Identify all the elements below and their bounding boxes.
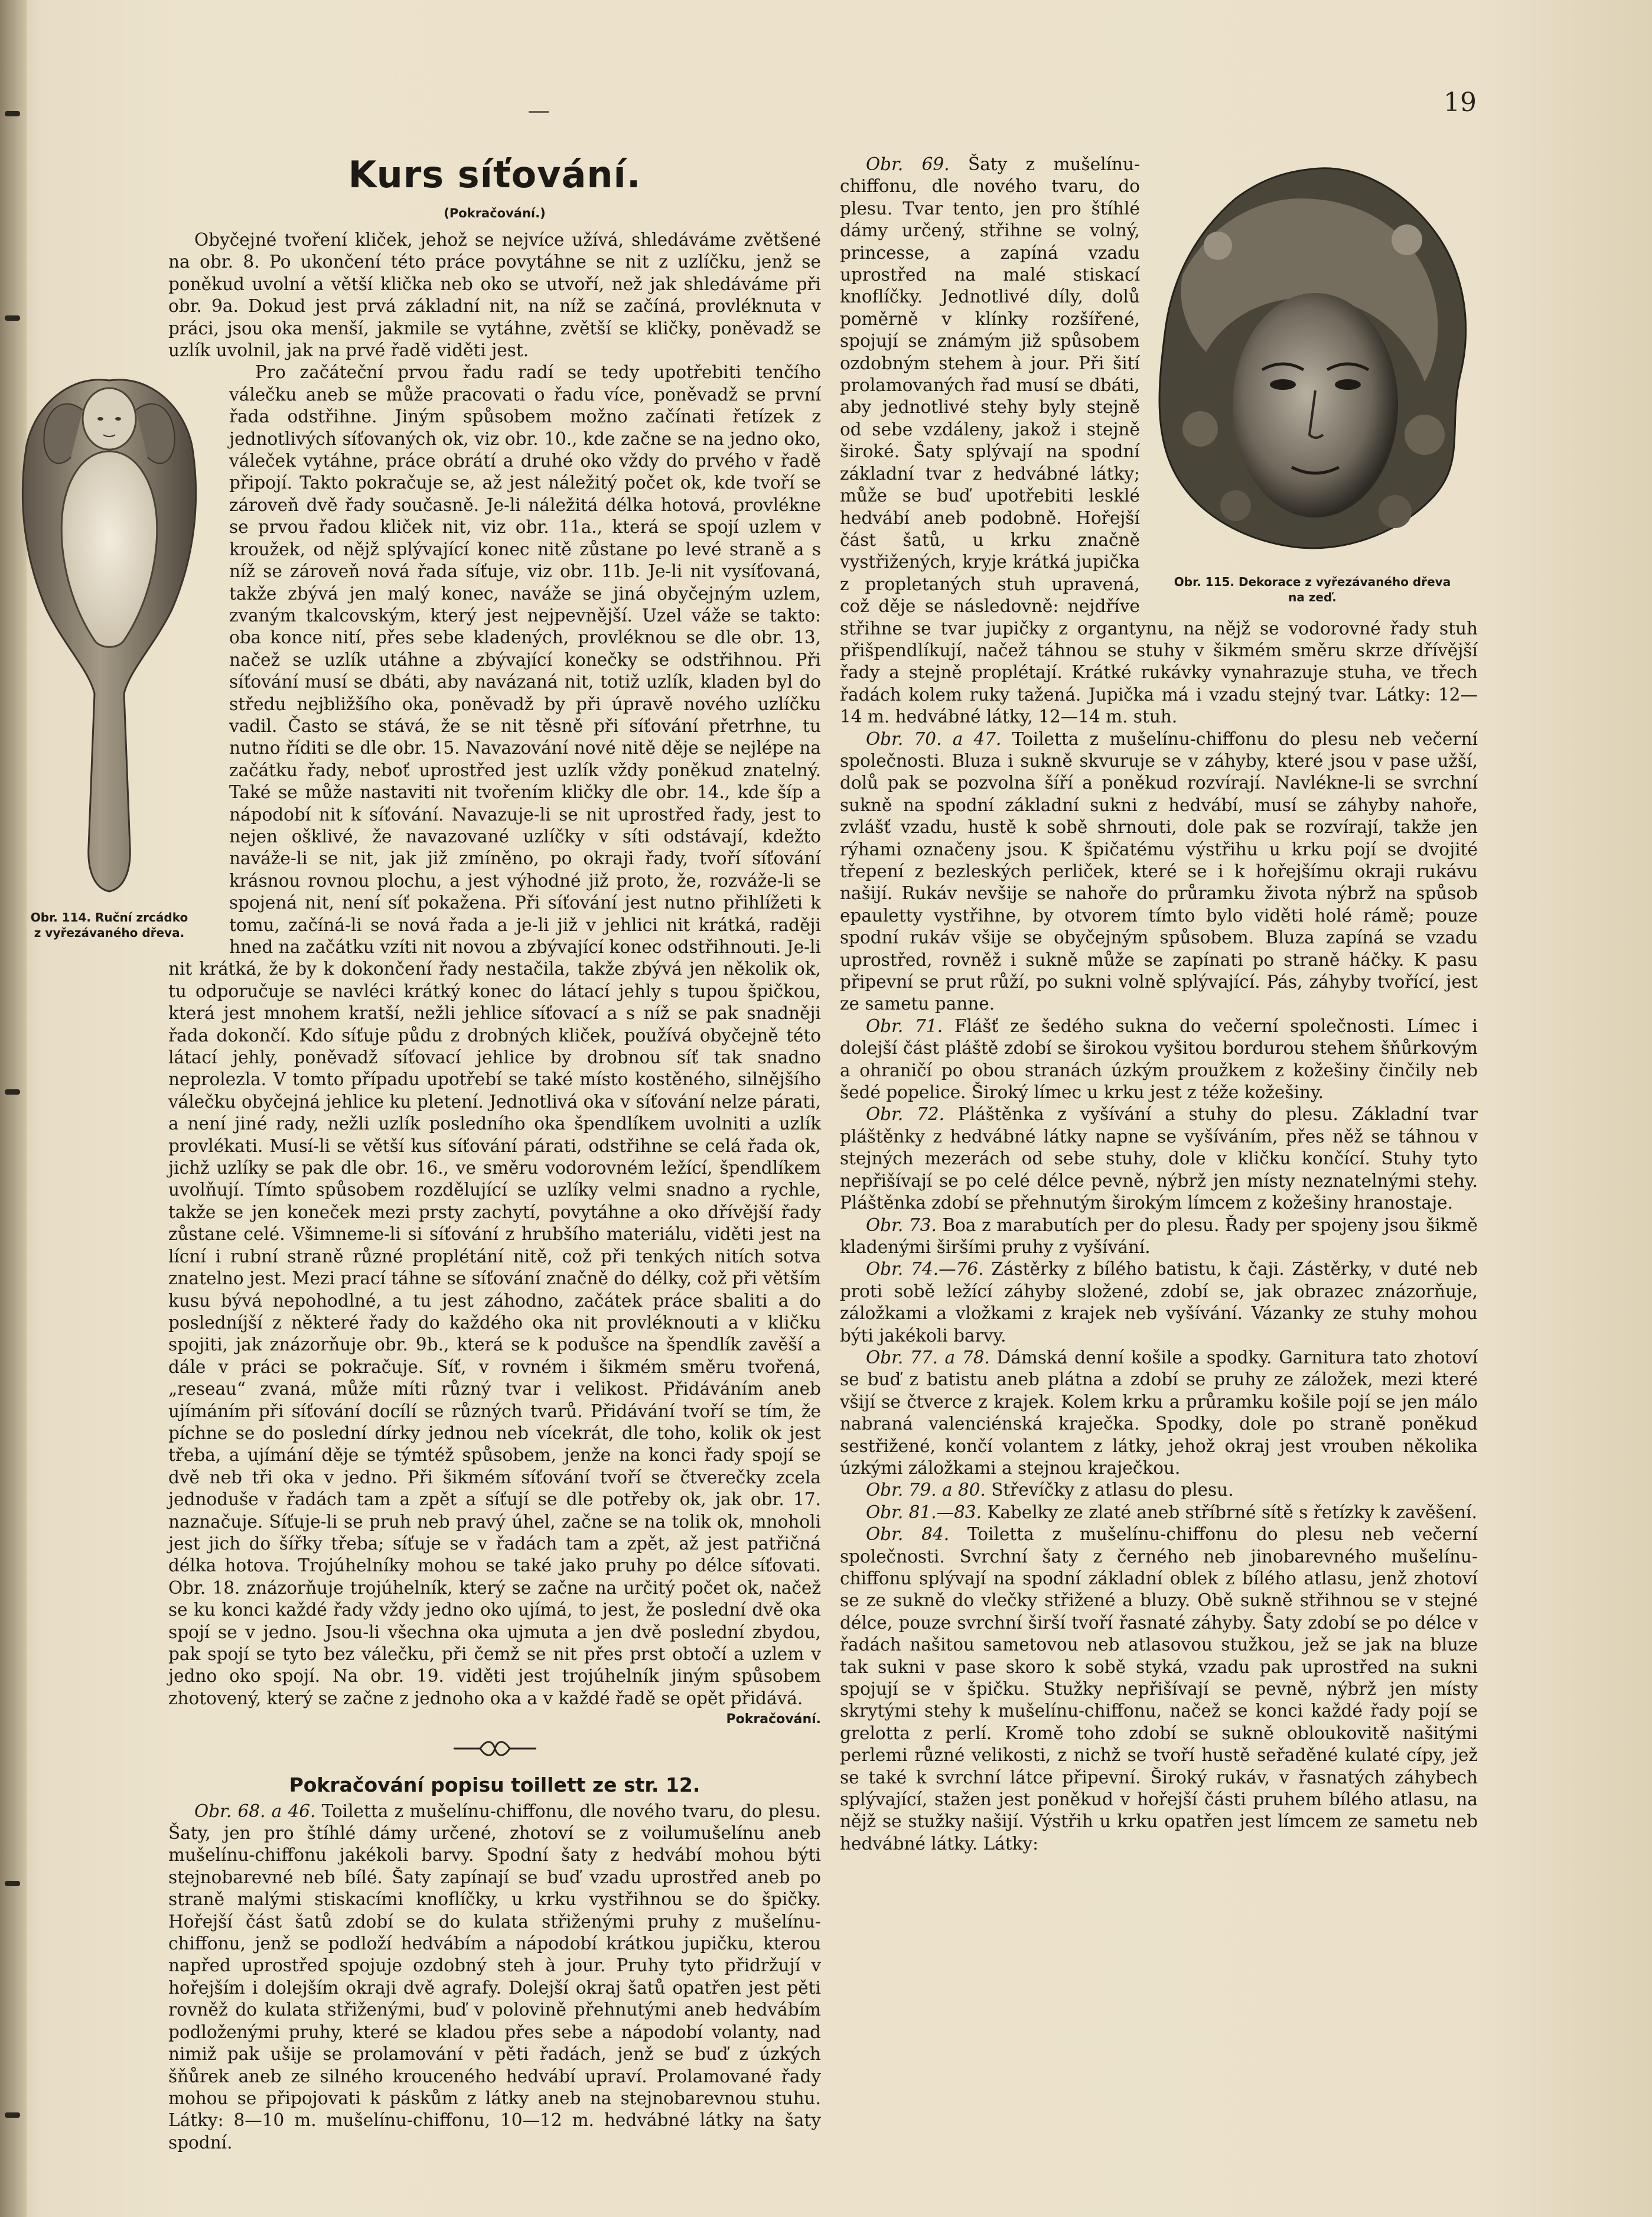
figure-reference: Obr. 73. <box>866 1215 937 1235</box>
article-paragraph: Obr. 79. a 80. Střevíčky z atlasu do plesu. <box>866 1480 1234 1500</box>
article-paragraph: Obr. 84. Toiletta z mušelínu-chiffonu do plesu neb večerní společnosti. Svrchní šaty z černého neb jinobarevného mušelínu-chiffonu splývají na spodní základní oblek z bílého atlasu, jenž zhotoví se ze sukně do vlečky střižené a bluzy. Obě sukně střihnou se v stejné délce, pouze svrchní širší tvoří řasnaté záhyby. Šaty zdobí se po délce v řadách našitou sametovou neb atlasovou stužkou, jež se jak na bluze tak sukni v pase skoro k sobě styká, vzadu pak uprostřed na sukni spojují se v špičku. Stužky nepřišívají se pevně, nýbrž jen místy skrytými stehy k mušelínu-chiffonu, načež se konci každé řady pojí se grelotta z perlí. Kromě toho zdobí se sukně obloukovitě našitými perlemi různé velikosti, z nichž se tvoří hustě seřaděné kulaté cípy, jež se také k svrchní látce připevní. Široký rukáv, v řasnatých záhybech splývající, stažen jest poněkud v hořejší části pruhem bílého atlasu, na nějž se stužky našijí. Výstřih u krku opatřen jest límcem ze sametu neb hedvábné látky. Látky: <box>840 1524 1478 1854</box>
figure-114 <box>0 363 219 953</box>
figure-reference: Obr. 71. <box>866 1015 943 1036</box>
continued-note: Pokračování. <box>726 1712 821 1727</box>
page-number: 19 <box>1444 87 1477 118</box>
figure-reference: Obr. 68. a 46. <box>194 1801 316 1821</box>
left-column <box>30 153 821 2154</box>
article-paragraph: Obr. 77. a 78. Dámská denní košile a spodky. Garnitura tato zhotoví se buď z batistu aneb plátna a zdobí se pruhy ze záložek, mezi které všijí se čtverce z krajek. Kolem krku a průramku košile pojí se jen málo nabraná valenciénská kraječka. Spodky, dole po straně poněkud sestřižené, končí volantem z látky, jehož okraj jest vrouben několika úzkými záložkami a stejnou kraječkou. <box>840 1347 1478 1478</box>
article-paragraph: Obr. 74.—76. Zástěrky z bílého batistu, k čaji. Zástěrky, v duté neb proti sobě ležící záhyby složené, zdobí se, jak obrazec znázorňuje, záložkami a vložkami z krajek neb vyšívání. Vázanky ze stuhy mohou býti jakékoli barvy. <box>840 1259 1478 1346</box>
ornament-divider-icon <box>454 1737 536 1760</box>
article-paragraph: Obr. 73. Boa z marabutích per do plesu. Řady per spojeny jsou šikmě kladenými širšími pruhy z vyšívání. <box>840 1215 1478 1257</box>
article-paragraph: Obr. 69. Šaty z mušelínu-chiffonu, dle nového tvaru, do plesu. Tvar tento, jen pro štíhlé dámy určený, střihne se volný, princesse, a zapíná vzadu uprostřed na malé stiskací knoflíčky. Jednotlivé díly, dolů poměrně v klínky rozšířené, spojují se známým již spůsobem ozdobným stehem à jour. Při šití prolamovaných řad musí se dbáti, aby jednotlivé stehy byly stejně od sebe vzdáleny, jakož i stejně široké. Šaty splývají na spodní základní tvar z hedvábné látky; může se buď upotřebiti lesklé hedvábí aneb podobně. Hořejší část šatů, u krku značně vystřižených, kryje krátká jupička z propletaných stuh upravená, což děje se následovně: nejdříve střihne se tvar jupičky z organtynu, na nějž se vodorovné řady stuh přišpendlíkují, načež táhnou se stuhy v šikmém směru skrze dřívější řady a stejně proplétají. Krátké rukávky vynahrazuje stuha, ve třech řadách kolem ruky tažená. Jupička má i vzadu stejný tvar. Látky: 12—14 m. hedvábné látky, 12—14 m. stuh. <box>840 154 1478 727</box>
figure-reference: Obr. 70. a 47. <box>866 728 1002 749</box>
figure-reference: Obr. 81.—83. <box>866 1502 982 1522</box>
figure-reference: Obr. 72. <box>866 1104 945 1125</box>
edge-mark <box>5 1089 20 1095</box>
edge-mark <box>5 1881 20 1886</box>
hand-mirror-illustration <box>0 363 219 900</box>
article-paragraph: Obr. 72. Pláštěnka z vyšívání a stuhy do plesu. Základní tvar pláštěnky z hedvábné látky napne se vyšíváním, přes něž se táhnou v stejných mezerách od sebe stuhy, dole v kličku končící. Stuhy tyto nepřišívají se po celé délce pevně, nýbrž jen místy neznatelnými stehy. Pláštěnka zdobí se přehnutým širokým límcem z kožešiny hranostaje. <box>840 1104 1478 1213</box>
article-paragraph: Obr. 68. a 46. Toiletta z mušelínu-chiffonu, dle nového tvaru, do plesu. Šaty, jen pro štíhlé dámy určené, zhotoví se z voilumušelínu aneb mušelínu-chiffonu jakékoli barvy. Spodní šaty z hedvábí mohou býti stejnobarevné neb bílé. Šaty zapínají se buď vzadu uprostřed aneb po straně malými stiskacími knoflíčky, u krku vystřihnou se do špičky. Hořejší část šatů zdobí se do kulata střiženými pruhy z mušelínu-chiffonu, jenž se podloží hedvábím a nápodobí krátkou jupičku, kterou napřed uprostřed spojuje ozdobný steh à jour. Pruhy tyto přidržují v hořejším i dolejším okraji dvě agrafy. Dolejší okraj šatů opatřen jest pěti rovněž do kulata střiženými, buď v polovině přehnutými aneb hedvábím podloženými pruhy, které se kladou přes sebe a nápodobí volanty, nad nimiž pak ušije se prolamování v pěti řadách, jenž se buď z úzkých šňůrek aneb ze silného krouceného hedvábí upraví. Prolamované řady mohou se připojovati k páskům z látky aneb na stejnobarevnou stuhu. Látky: 8—10 m. mušelínu-chiffonu, 10—12 m. hedvábné látky na šaty spodní. <box>168 1801 821 2153</box>
section-heading: Pokračování popisu toillett ze str. 12. <box>289 1773 700 1796</box>
figure-reference: Obr. 74.—76. <box>866 1259 984 1280</box>
figure-reference: Obr. 77. a 78. <box>866 1347 990 1368</box>
edge-mark <box>5 2112 20 2118</box>
figure-reference: Obr. 69. <box>866 154 950 174</box>
edge-mark <box>5 111 20 116</box>
article-paragraph: Obr. 70. a 47. Toiletta z mušelínu-chiffonu do plesu neb večerní společnosti. Bluza i sukně skvuruje se v záhyby, které jsou v pase užší, dolů pak se pozvolna šíří a poněkud rozvírají. Navlékne-li se svrchní sukně na spodní základní sukni z hedvábí, musí se záhyby nahoře, zvlášť vzadu, hustě k sobě shrnouti, dole pak se rozvírají, takže jen rýhami označeny jsou. K špičatému výstřihu u krku pojí se dvojité třepení z bezleských perliček, které se i k hořejšímu okraji rukávu našijí. Rukáv nevšije se nahoře do průramku života nýbrž na spůsob epauletty vystřihne, by otvorem tímto bylo viděti holé rámě; pouze spodní rukáv všije se obyčejným spůsobem. Bluza zapíná se vzadu uprostřed, rovněž i sukně může se zapínati po straně háčky. K pasu připevní se prut růží, po sukni volně splývající. Pás, záhyby tvořící, jest ze sametu panne. <box>840 728 1478 1014</box>
figure-114-caption: Obr. 114. Ruční zrcádko z vyřezávaného dřeva. <box>30 910 188 940</box>
article-title: Kurs síťování. <box>348 153 641 196</box>
article-paragraph: Pro začáteční prvou řadu radí se tedy upotřebiti tenčího válečku aneb se může pracovati o řadu více, poněvadž se první řada odstřihne. Jiným spůsobem možno začínati řetízek z jednotlivých síťovaných ok, viz obr. 10., kde začne se na jedno oko, váleček vytáhne, práce obrátí a druhé oko vždy do prvého v řadě připojí. Takto pokračuje se, až jest náležitý počet ok, kde tvoří se zároveň dvě řady současně. Je-li náležitá délka hotová, provlékne se prvou řadou kliček nit, viz obr. 11a., která se spojí uzlem v kroužek, od nějž splývající konec nitě zůstane po levé straně a s níž se zároveň nová řada síťuje, viz obr. 11b. Je-li nit vysíťovaná, takže zbývá jen malý konec, naváže se jiná obyčejným uzlem, zvaným tkalcovským, který jest nejpevnější. Uzel váže se takto: oba konce nití, přes sebe kladených, provléknou se dle obr. 13, načež se uzlík utáhne a zbývající konečky se odstřihnou. Při síťování musí se dbáti, aby navázaná nit, totiž uzlík, kladen byl do středu nejbližšího oka, poněvadž by při úpravě nového uzlíčku vadil. Často se stává, že se nit těsně při síťování přetrhne, tu nutno říditi se dle obr. 15. Navazování nové nitě děje se nejlépe na začátku řady, neboť uprostřed jest uzlík vždy poněkud znatelný. Také se může nastaviti nit tvořením kličky dle obr. 14., kde šíp a nápodobí nit k síťování. Navazuje-li se nit uprostřed řady, jest to nejen ošklivé, že navazované uzlíčky v síti odstávají, kdežto naváže-li se nit, jak již zmíněno, po okraji řady, tvoří síťování krásnou rovnou plochu, a jest výhodné již proto, že, rozváže-li se spojená nit, není síť pokažena. Při síťování jest nutno přihlížeti k tomu, začíná-li se nová řada a je-li již v jehlici nit krátká, raději hned na začátku vzíti nit novou a zbývající konec odstřihnouti. Je-li nit krátká, že by k dokončení řady nestačila, takže zbývá jen několik ok, tu odporučuje se navléci krátký konec do látací jehly s tupou špičkou, která jest mnohem kratší, nežli jehlice síťovací a s níž se pak snadněji řada dokončí. Kdo síťuje půdu z drobných kliček, používá obyčejně této látací jehly, poněvadž síťovací jehlice by drobnou síť tak snadno neprolezla. V tomto případu upotřebí se také místo kostěného, silnějšího válečku obyčejná jehlice ku pletení. Jednotlivá oka v síťování nelze párati, a není jiné rady, nežli uzlík posledního oka špendlíkem uvolniti a uzlík provlékati. Musí-li se větší kus síťování párati, odstřihne se celá řada ok, jichž uzlíky se pak dle obr. 16., ve směru vodorovném ležící, špendlíkem uvolňují. Tímto spůsobem rozdělující se uzlíky velmi snadno a rychle, takže se jen koneček mezi prsty zachytí, povytáhne a oko dřívější řady zůstane celé. Všimneme-li si síťování z hrubšího materiálu, viděti jest na lícní i rubní straně různé proplétání nitě, což při tenkých nitích sotva znatelno jest. Mezi prací táhne se síťování značně do délky, což při větším kusu bývá nepohodlné, a tu jest záhodno, začátek práce sbaliti a do posledníjší z některé řady do každého oka nit provléknouti a v kličku spojiti, jak znázorňuje obr. 9b., která se k podušce na špendlík zavěší a dále v práci se pokračuje. Síť, v rovném i šikmém směru tvořená, „reseau“ zvaná, může míti různý tvar i velikost. Přidáváním aneb ujímáním při síťování docílí se různých tvarů. Přidávání tvoří se tím, že píchne se do poslední dírky jednou neb vícekrát, dle toho, kolik ok jest třeba, a ujímání děje se týmtéž spůsobem, jenže na konci řady spojí se dvě neb tři oka v jedno. Při šikmém síťování tvoří se čtverečky zcela jednoduše v řadách tam a zpět a síťují se dle potřeby ok, jak obr. 17. naznačuje. Síťuje-li se pruh neb pravý úhel, začne se na tolik ok, mnoholi jest jich do šířky třeba; síťuje se v řadách tam a zpět, až jest patřičná délka hotova. Trojúhelníky mohou se také jako pruhy po délce síťovati. Obr. 18. znázorňuje trojúhelník, který se začne na určitý počet ok, načež se ku konci každé řady vždy jedno oko ujímá, to jest, že poslední dvě oka spojí se v jedno. Jsou-li všechna oka ujmuta a jen dvě poslední zbydou, pak spojí se tyto bez válečku, při čemž se nit přes prst obtočí a uzlem v jedno oko spojí. Na obr. 19. viděti jest trojúhelník jiným spůsobem zhotovený, který se začne z jednoho oka a v každé řadě se opět přidává. <box>168 362 821 1708</box>
figure-reference: Obr. 84. <box>866 1524 950 1545</box>
top-rule <box>529 111 549 113</box>
edge-mark <box>5 315 20 321</box>
article-paragraph: Obyčejné tvoření kliček, jehož se nejvíce užívá, shledáváme zvětšené na obr. 8. Po ukončení této práce povytáhne se nit z uzlíčku, jenž se poněkud uvolní a větší klička neb oko se utvoří, než jak shledáváme při obr. 9a. Dokud jest prvá základní nit, na níž se začíná, provléknuta v práci, jsou oka menší, jakmile se vytáhne, zvětší se kličky, poněvadž se uzlík uvolnil, jak na prvé řadě viděti jest. <box>168 230 821 361</box>
right-column <box>840 154 1478 1855</box>
figure-115-caption: Obr. 115. Dekorace z vyřezávaného dřeva na zeď. <box>1174 575 1451 604</box>
carved-wall-decoration-illustration <box>1147 157 1478 565</box>
article-paragraph: Obr. 81.—83. Kabelky ze zlaté aneb stříbrné sítě s řetízky k zavěšení. <box>866 1502 1478 1522</box>
figure-115 <box>1147 157 1501 612</box>
article-paragraph: Obr. 71. Flášť ze šedého sukna do večerní společnosti. Límec i dolejší část pláště zdobí se širokou vyšitou bordurou stehem šňůrkovým a ohraničí po obou stranách úzkým proužkem z kožešiny činčily neb šedé popelice. Široký límec u krku jest z téže kožešiny. <box>840 1015 1478 1103</box>
figure-reference: Obr. 79. a 80. <box>866 1480 986 1500</box>
article-subtitle: (Pokračování.) <box>444 206 546 220</box>
